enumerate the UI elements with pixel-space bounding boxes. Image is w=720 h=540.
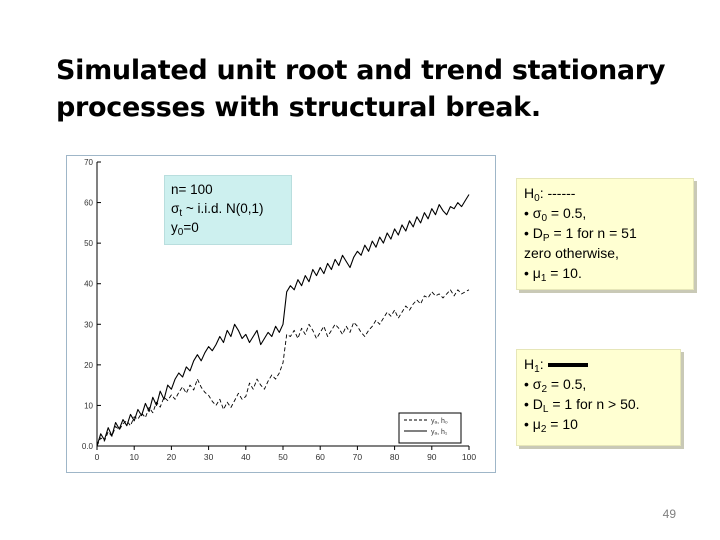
- x-tick-label: 60: [315, 452, 325, 462]
- h0-dp: [524, 223, 686, 243]
- h0-label-rest: : ------: [539, 185, 576, 201]
- h1-dl-prefix: • D: [524, 396, 543, 412]
- x-tick-label: 50: [278, 452, 288, 462]
- x-tick-label: 0: [94, 452, 100, 462]
- slide-title: [56, 52, 676, 126]
- h1-label-sub: 1: [534, 364, 540, 375]
- h1-sigma: [524, 374, 673, 394]
- legend-label: yₐ, h₁: [431, 429, 448, 436]
- sigma-subscript: t: [179, 208, 183, 219]
- h0-mu: [524, 263, 686, 283]
- h0-mu-prefix: • μ: [524, 265, 541, 281]
- h0-label-letter: H: [524, 185, 535, 201]
- slide-title-line-1: Simulated unit root and trend stationary: [56, 55, 666, 86]
- y-tick-label: 20: [84, 360, 93, 370]
- x-tick-label: 40: [241, 452, 251, 462]
- y-tick-label: 50: [84, 239, 93, 249]
- slide-number: 49: [662, 507, 676, 521]
- h0-sigma-value: = 0.5,: [547, 205, 587, 221]
- y-tick-label: 10: [84, 401, 93, 411]
- param-n: n= 100: [171, 182, 213, 197]
- solid-line-swatch: [548, 363, 588, 367]
- x-tick-label: 100: [461, 452, 477, 462]
- h1-callout: [516, 349, 681, 446]
- y-tick-label: 0.0: [81, 442, 93, 451]
- h0-sigma-sub: 0: [541, 213, 547, 224]
- x-tick-label: 80: [389, 452, 400, 462]
- x-tick-label: 20: [166, 452, 177, 462]
- h1-label-rest: :: [539, 356, 544, 372]
- legend-label: yₐ, h₀: [431, 418, 448, 425]
- x-tick-label: 90: [427, 452, 437, 462]
- h0-dp-sub: P: [542, 233, 550, 244]
- h1-dl-value: = 1 for n > 50.: [548, 396, 640, 412]
- sigma-distribution: ~ i.i.d. N(0,1): [182, 201, 264, 216]
- h0-mu-value: = 10.: [546, 265, 582, 281]
- chart-legend: [399, 413, 461, 443]
- parameters-box: [164, 175, 292, 245]
- param-sigma: [171, 199, 285, 218]
- h1-dl: [524, 394, 673, 414]
- y-tick-label: 60: [84, 198, 93, 208]
- y-tick-label: 30: [84, 320, 93, 330]
- h0-label: [524, 183, 686, 203]
- h0-dp-otherwise: zero otherwise,: [524, 245, 619, 261]
- h1-label: [524, 354, 673, 374]
- h1-sigma-prefix: • σ: [524, 376, 542, 392]
- h1-sigma-sub: 2: [541, 384, 547, 395]
- h1-mu: [524, 414, 673, 434]
- h1-mu-sub: 2: [540, 424, 547, 435]
- h1-mu-value: = 10: [546, 416, 578, 432]
- h0-dp-value: = 1 for n = 51: [549, 225, 637, 241]
- h1-label-letter: H: [524, 356, 535, 372]
- h0-dp-prefix: • D: [524, 225, 543, 241]
- x-tick-label: 30: [203, 452, 214, 462]
- param-y0: [171, 218, 285, 237]
- y0-subscript: 0: [177, 227, 184, 238]
- y-tick-label: 40: [84, 279, 93, 289]
- h0-label-sub: 0: [534, 193, 540, 204]
- sigma-symbol: σ: [171, 201, 180, 216]
- h1-mu-prefix: • μ: [524, 416, 541, 432]
- h0-callout: [516, 178, 694, 290]
- h0-sigma-prefix: • σ: [524, 205, 542, 221]
- h1-dl-sub: L: [542, 404, 549, 415]
- h0-mu-sub: 1: [540, 273, 547, 284]
- y0-value: =0: [183, 220, 199, 235]
- slide-title-line-2: processes with structural break.: [56, 92, 541, 123]
- x-tick-label: 70: [352, 452, 363, 462]
- y-tick-label: 70: [84, 158, 93, 167]
- y0-symbol: y: [171, 220, 178, 235]
- h0-sigma: [524, 203, 686, 223]
- x-tick-label: 10: [129, 452, 139, 462]
- h1-sigma-value: = 0.5,: [547, 376, 587, 392]
